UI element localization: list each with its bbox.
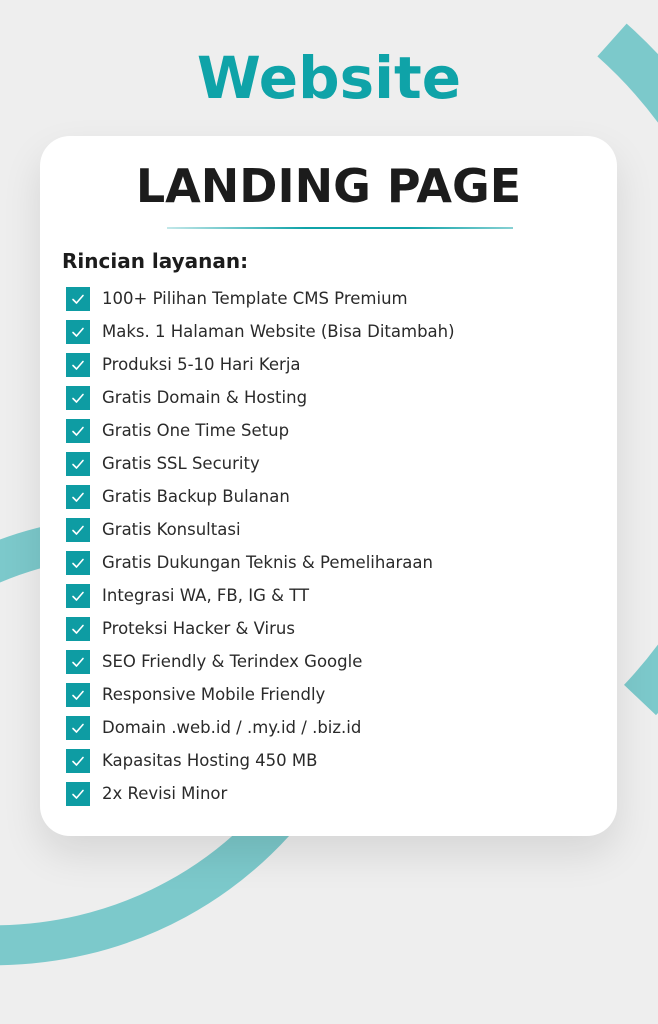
- feature-item: [66, 414, 455, 447]
- feature-item: [66, 447, 455, 480]
- feature-item: [66, 315, 455, 348]
- feature-text: 2x Revisi Minor: [102, 783, 228, 803]
- feature-text: Gratis Backup Bulanan: [102, 486, 290, 506]
- check-icon: [66, 683, 90, 707]
- feature-item: [66, 612, 455, 645]
- feature-item: [66, 678, 455, 711]
- check-icon: [66, 551, 90, 575]
- feature-list: [66, 282, 455, 810]
- feature-item: [66, 348, 455, 381]
- feature-text: Responsive Mobile Friendly: [102, 684, 326, 704]
- section-heading: Rincian layanan:: [62, 249, 249, 273]
- headline: Website: [196, 44, 462, 112]
- check-icon: [66, 419, 90, 443]
- check-icon: [66, 287, 90, 311]
- feature-text: Domain .web.id / .my.id / .biz.id: [102, 717, 362, 737]
- feature-item: [66, 579, 455, 612]
- check-icon: [66, 782, 90, 806]
- check-icon: [66, 386, 90, 410]
- check-icon: [66, 716, 90, 740]
- feature-text: Gratis Domain & Hosting: [102, 387, 308, 407]
- feature-item: [66, 381, 455, 414]
- feature-text: Integrasi WA, FB, IG & TT: [102, 585, 310, 605]
- feature-item: [66, 282, 455, 315]
- check-icon: [66, 518, 90, 542]
- feature-text: Gratis SSL Security: [102, 453, 260, 473]
- feature-item: [66, 711, 455, 744]
- check-icon: [66, 353, 90, 377]
- feature-item: [66, 480, 455, 513]
- feature-text: Kapasitas Hosting 450 MB: [102, 750, 318, 770]
- card-title: LANDING PAGE: [135, 159, 522, 213]
- check-icon: [66, 650, 90, 674]
- check-icon: [66, 584, 90, 608]
- feature-text: Gratis Dukungan Teknis & Pemeliharaan: [102, 552, 433, 572]
- feature-text: Gratis One Time Setup: [102, 420, 290, 440]
- check-icon: [66, 485, 90, 509]
- check-icon: [66, 452, 90, 476]
- feature-item: [66, 645, 455, 678]
- check-icon: [66, 617, 90, 641]
- feature-text: 100+ Pilihan Template CMS Premium: [102, 288, 408, 308]
- feature-text: Maks. 1 Halaman Website (Bisa Ditambah): [102, 321, 455, 341]
- title-divider: [167, 227, 513, 229]
- feature-text: Produksi 5-10 Hari Kerja: [102, 354, 301, 374]
- check-icon: [66, 320, 90, 344]
- feature-text: Proteksi Hacker & Virus: [102, 618, 295, 638]
- feature-text: SEO Friendly & Terindex Google: [102, 651, 363, 671]
- feature-text: Gratis Konsultasi: [102, 519, 241, 539]
- teal-arc-right: [612, 40, 658, 700]
- service-card: [40, 136, 617, 836]
- feature-item: [66, 777, 455, 810]
- check-icon: [66, 749, 90, 773]
- feature-item: [66, 513, 455, 546]
- feature-item: [66, 744, 455, 777]
- feature-item: [66, 546, 455, 579]
